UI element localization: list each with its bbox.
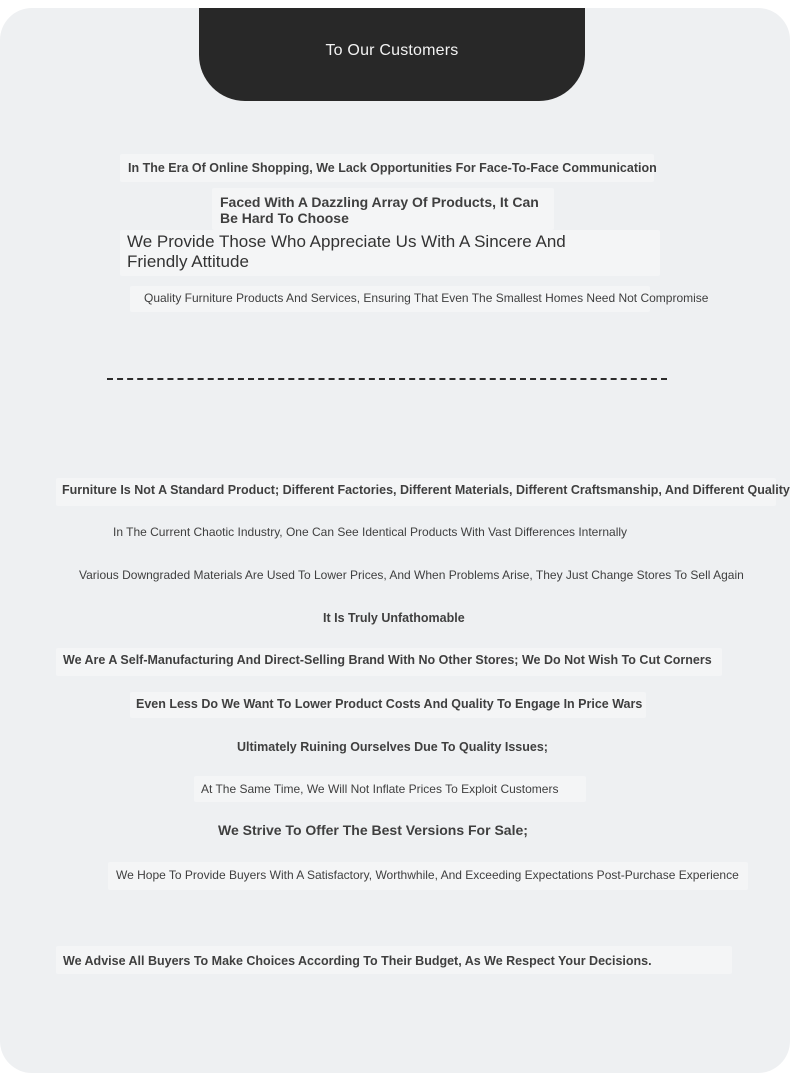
body-line-7: Ultimately Ruining Ourselves Due To Quality Issues; bbox=[237, 740, 548, 754]
body-line-8: At The Same Time, We Will Not Inflate Prices To Exploit Customers bbox=[201, 782, 559, 796]
body-line-1: Furniture Is Not A Standard Product; Different Factories, Different Materials, Different Craftsmanship, And Different Quality bbox=[62, 483, 790, 497]
header-tab bbox=[199, 8, 585, 101]
intro-line-2: Faced With A Dazzling Array Of Products, It Can Be Hard To Choose bbox=[220, 194, 539, 226]
intro-line-4: Quality Furniture Products And Services, Ensuring That Even The Smallest Homes Need Not Compromise bbox=[144, 291, 709, 305]
body-line-9: We Strive To Offer The Best Versions For Sale; bbox=[218, 822, 528, 838]
body-line-2: In The Current Chaotic Industry, One Can See Identical Products With Vast Differences Internally bbox=[113, 525, 628, 539]
intro-line-1: In The Era Of Online Shopping, We Lack Opportunities For Face-To-Face Communication bbox=[128, 161, 657, 175]
dashed-divider bbox=[107, 378, 667, 380]
body-line-3: Various Downgraded Materials Are Used To Lower Prices, And When Problems Arise, They Just Change Stores To Sell Again bbox=[79, 568, 744, 582]
customer-letter-card bbox=[0, 8, 790, 1073]
body-line-10: We Hope To Provide Buyers With A Satisfactory, Worthwhile, And Exceeding Expectations Post-Purchase Experience bbox=[116, 868, 739, 882]
body-line-4: It Is Truly Unfathomable bbox=[323, 611, 465, 625]
intro-line-3: We Provide Those Who Appreciate Us With A Sincere And Friendly Attitude bbox=[127, 232, 566, 271]
body-line-6: Even Less Do We Want To Lower Product Costs And Quality To Engage In Price Wars bbox=[136, 697, 643, 711]
body-line-11: We Advise All Buyers To Make Choices According To Their Budget, As We Respect Your Decisions. bbox=[63, 954, 652, 968]
page-title: To Our Customers bbox=[325, 41, 459, 59]
body-line-5: We Are A Self-Manufacturing And Direct-Selling Brand With No Other Stores; We Do Not Wish To Cut Corners bbox=[63, 653, 712, 667]
